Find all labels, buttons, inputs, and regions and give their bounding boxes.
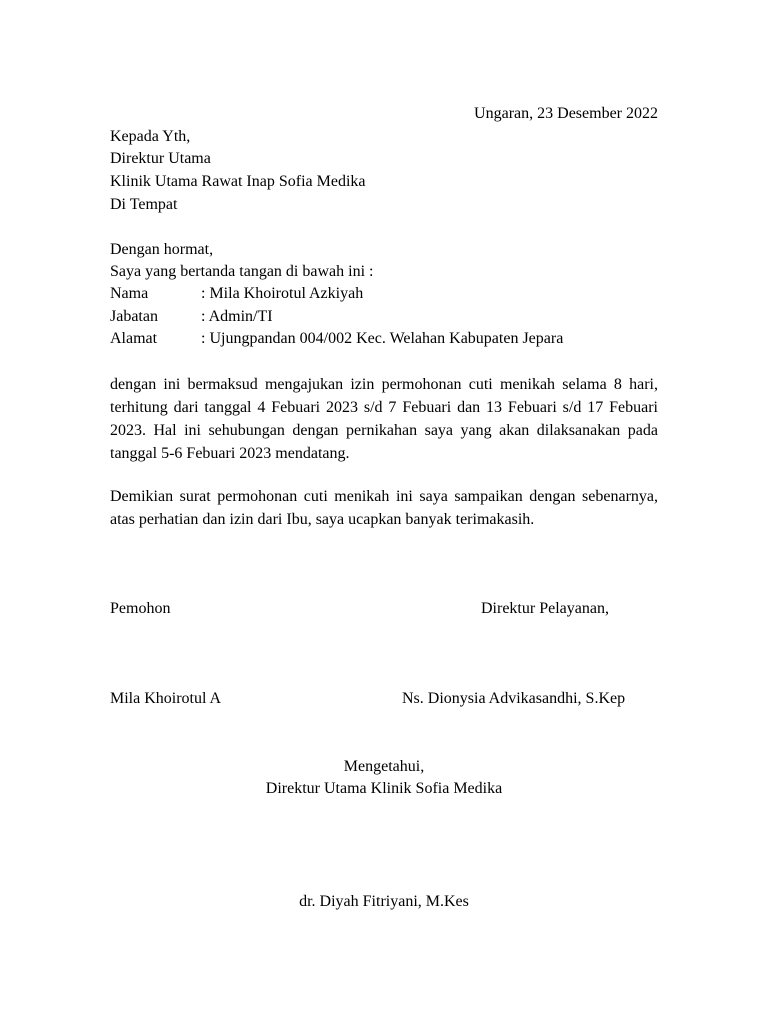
recipient-location: Di Tempat [110,196,178,213]
closing-paragraph: Demikian surat permohonan cuti menikah ini saya sampaikan dengan sebenarnya, atas perhatian dan izin dari Ibu, saya ucapkan banyak terimakasih. [110,488,658,528]
acknowledge-label: Mengetahui, [343,758,425,775]
field-value-alamat: : Ujungpandan 004/002 Kec. Welahan Kabupaten Jepara [201,330,564,347]
greeting: Dengan hormat, [110,241,214,258]
body-paragraph: dengan ini bermaksud mengajukan izin permohonan cuti menikah selama 8 hari, terhitung dari tanggal 4 Febuari 2023 s/d 7 Febuari dan 13 Febuari s/d 17 Febuari 2023. Hal ini sehubungan dengan pernikahan saya yang akan dilaksanakan pada tanggal 5-6 Febuari 2023 mendatang. [110,376,658,462]
acknowledge-name: dr. Diyah Fitriyani, M.Kes [299,893,469,910]
recipient-salutation: Kepada Yth, [110,128,191,145]
approver-name: Ns. Dionysia Advikasandhi, S.Kep [402,690,626,707]
recipient-position: Direktur Utama [110,150,211,167]
applicant-name: Mila Khoirotul A [110,690,222,707]
field-value-jabatan: : Admin/TI [201,308,273,325]
acknowledge-title: Direktur Utama Klinik Sofia Medika [265,780,503,797]
field-label-jabatan: Jabatan [110,308,158,325]
field-value-nama: : Mila Khoirotul Azkiyah [201,285,364,302]
place-date: Ungaran, 23 Desember 2022 [474,105,658,122]
applicant-title: Pemohon [110,600,171,617]
field-label-alamat: Alamat [110,330,158,347]
intro-text: Saya yang bertanda tangan di bawah ini : [110,263,374,280]
recipient-institution: Klinik Utama Rawat Inap Sofia Medika [110,173,366,190]
field-label-nama: Nama [110,285,149,302]
approver-title: Direktur Pelayanan, [481,600,609,617]
